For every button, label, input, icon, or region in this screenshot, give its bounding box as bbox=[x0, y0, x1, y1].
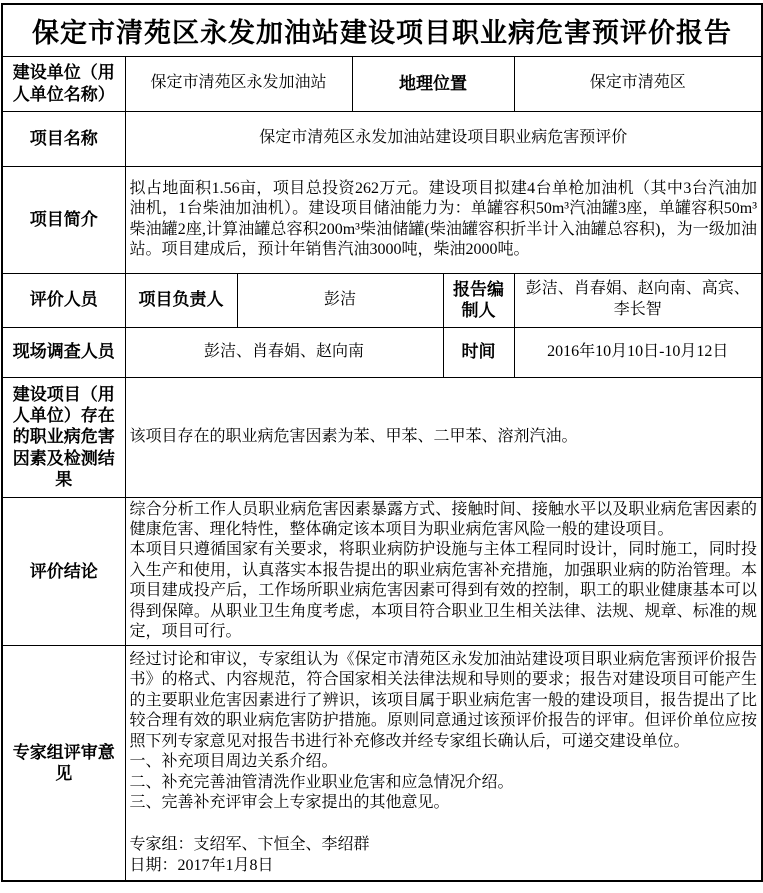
conclusion-paragraph-1: 综合分析工作人员职业病危害因素暴露方式、接触时间、接触水平以及职业病危害因素的健康危害、理化特性，整体确定该本项目为职业病危害风险一般的建设项目。 bbox=[129, 500, 758, 538]
conclusion-value bbox=[125, 497, 762, 645]
conclusion-label: 评价结论 bbox=[2, 497, 125, 645]
construction-unit-value: 保定市清苑区永发加油站 bbox=[125, 56, 352, 111]
evaluators-label: 评价人员 bbox=[2, 273, 125, 327]
site-survey-value: 彭洁、肖春娟、赵向南 bbox=[125, 327, 443, 377]
project-name-label: 项目名称 bbox=[2, 111, 125, 166]
report-writers-value: 彭洁、肖春娟、赵向南、高宾、李长智 bbox=[514, 273, 762, 327]
expert-review-paragraph: 经过讨论和审议，专家组认为《保定市清苑区永发加油站建设项目职业病危害预评价报告书》的格式、内容规范，符合国家相关法律法规和导则的要求；报告对建设项目可能产生的主要职业危害因素进行了辨识，该项目属于职业病危害一般的建设项目，报告提出了比较合理有效的职业病危害防护措施。原则同意通过该预评价报告的评审。但评价单位应按照下列专家意见对报告书进行补充修改并经专家组长确认后，可递交建设单位。 bbox=[129, 650, 758, 750]
hazard-factors-label: 建设项目（用人单位）存在的职业病危害因素及检测结果 bbox=[2, 377, 125, 497]
expert-review-item-1: 一、补充项目周边关系介绍。 bbox=[129, 753, 338, 771]
survey-time-label: 时间 bbox=[443, 327, 514, 377]
expert-review-value bbox=[125, 645, 762, 881]
expert-review-item-3: 三、完善补充评审会上专家提出的其他意见。 bbox=[129, 793, 450, 811]
project-brief-row bbox=[2, 166, 762, 273]
expert-group-signature: 专家组：支绍军、卞恒全、李绍群 bbox=[129, 836, 370, 854]
report-title: 保定市清苑区永发加油站建设项目职业病危害预评价报告 bbox=[2, 4, 762, 56]
evaluators-row bbox=[2, 273, 762, 327]
pre-evaluation-report-table bbox=[1, 3, 763, 882]
title-row bbox=[2, 4, 762, 56]
hazard-factors-text: 该项目存在的职业病危害因素为苯、甲苯、二甲苯、溶剂汽油。 bbox=[129, 427, 578, 445]
project-name-row bbox=[2, 111, 762, 166]
project-leader-label: 项目负责人 bbox=[125, 273, 237, 327]
project-brief-label: 项目简介 bbox=[2, 166, 125, 273]
survey-time-value: 2016年10月10日-10月12日 bbox=[514, 327, 762, 377]
conclusion-row bbox=[2, 497, 762, 645]
location-value: 保定市清苑区 bbox=[514, 56, 762, 111]
hazard-factors-value bbox=[125, 377, 762, 497]
project-brief-text: 拟占地面积1.56亩，项目总投资262万元。建设项目拟建4台单枪加油机（其中3台汽油加油机，1台柴油加油机）。建设项目储油能力为：单罐容积50m³汽油罐3座，单罐容积50m³柴油罐2座,计算油罐总容积200m³柴油储罐(柴油罐容积折半计入油罐总容积)，为一级加油站。项目建成后，预计年销售汽油3000吨，柴油2000吨。 bbox=[129, 179, 758, 258]
expert-review-label: 专家组评审意见 bbox=[2, 645, 125, 881]
review-date: 日期：2017年1月8日 bbox=[129, 856, 274, 874]
hazard-factors-row bbox=[2, 377, 762, 497]
project-leader-value: 彭洁 bbox=[237, 273, 443, 327]
site-survey-label: 现场调查人员 bbox=[2, 327, 125, 377]
construction-unit-label: 建设单位（用人单位名称） bbox=[2, 56, 125, 111]
conclusion-paragraph-2: 本项目只遵循国家有关要求，将职业病防护设施与主体工程同时设计，同时施工，同时投入生产和使用，认真落实本报告提出的职业病危害补充措施，加强职业病的防治管理。本项目建成投产后，工作场所职业病危害因素可得到有效的控制，职工的职业健康基本可以得到保障。从职业卫生角度考虑，本项目符合职业卫生相关法律、法规、规章、标准的规定，项目可行。 bbox=[129, 541, 758, 641]
project-name-value: 保定市清苑区永发加油站建设项目职业病危害预评价 bbox=[125, 111, 762, 166]
construction-unit-row bbox=[2, 56, 762, 111]
expert-review-item-2: 二、补充完善油管清洗作业职业危害和应急情况介绍。 bbox=[129, 773, 514, 791]
expert-review-items bbox=[130, 752, 758, 813]
expert-review-row bbox=[2, 645, 762, 881]
location-label: 地理位置 bbox=[352, 56, 514, 111]
report-writers-label: 报告编制人 bbox=[443, 273, 514, 327]
site-survey-row bbox=[2, 327, 762, 377]
project-brief-value bbox=[125, 166, 762, 273]
